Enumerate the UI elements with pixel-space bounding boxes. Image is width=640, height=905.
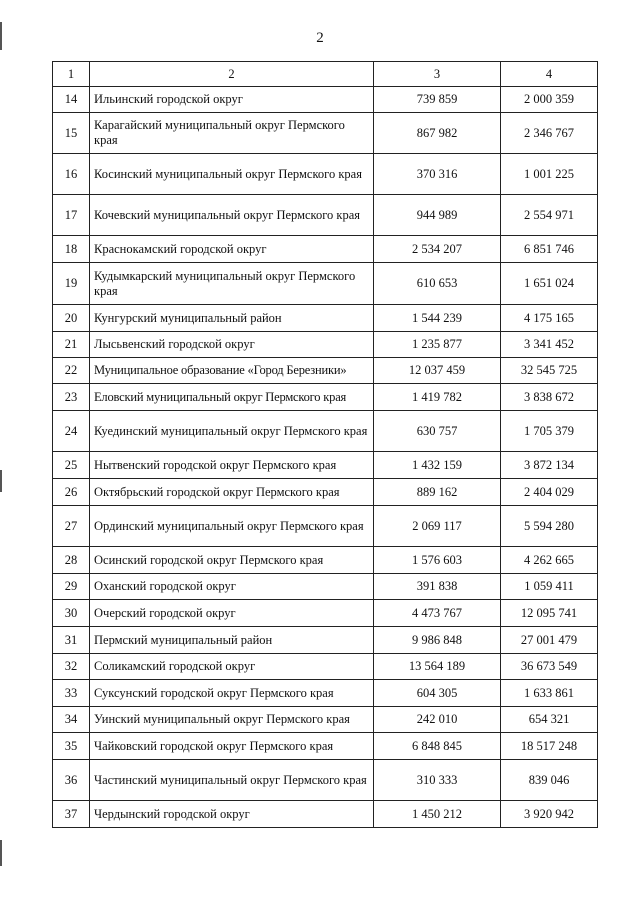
table-row	[53, 600, 598, 627]
row-number: 32	[53, 654, 90, 680]
value-col-4: 2 000 359	[501, 87, 598, 113]
table-row	[53, 305, 598, 332]
row-number: 31	[53, 627, 90, 654]
municipality-name: Еловский муниципальный округ Пермского края	[90, 384, 374, 411]
value-col-4: 1 633 861	[501, 680, 598, 707]
municipality-name: Ильинский городской округ	[90, 87, 374, 113]
table-row	[53, 760, 598, 801]
value-col-4: 654 321	[501, 707, 598, 733]
value-col-3: 4 473 767	[374, 600, 501, 627]
value-col-4: 27 001 479	[501, 627, 598, 654]
table-row	[53, 801, 598, 828]
table-row	[53, 358, 598, 384]
value-col-4: 2 554 971	[501, 195, 598, 236]
table-row	[53, 707, 598, 733]
value-col-3: 604 305	[374, 680, 501, 707]
municipality-name: Октябрьский городской округ Пермского края	[90, 479, 374, 506]
value-col-3: 2 069 117	[374, 506, 501, 547]
header-col-2: 2	[90, 62, 374, 87]
row-number: 30	[53, 600, 90, 627]
value-col-4: 1 651 024	[501, 263, 598, 305]
table-row	[53, 733, 598, 760]
table-row	[53, 87, 598, 113]
municipality-name: Чайковский городской округ Пермского края	[90, 733, 374, 760]
municipality-name: Частинский муниципальный округ Пермского края	[90, 760, 374, 801]
table-row	[53, 574, 598, 600]
value-col-4: 1 059 411	[501, 574, 598, 600]
row-number: 24	[53, 411, 90, 452]
value-col-4: 3 838 672	[501, 384, 598, 411]
value-col-3: 1 576 603	[374, 547, 501, 574]
row-number: 16	[53, 154, 90, 195]
municipality-name: Чердынский городской округ	[90, 801, 374, 828]
value-col-4: 12 095 741	[501, 600, 598, 627]
value-col-3: 1 450 212	[374, 801, 501, 828]
row-number: 19	[53, 263, 90, 305]
table-row	[53, 195, 598, 236]
value-col-3: 889 162	[374, 479, 501, 506]
municipality-name: Ординский муниципальный округ Пермского края	[90, 506, 374, 547]
municipality-name: Косинский муниципальный округ Пермского края	[90, 154, 374, 195]
row-number: 20	[53, 305, 90, 332]
municipality-name: Соликамский городской округ	[90, 654, 374, 680]
municipality-name: Суксунский городской округ Пермского края	[90, 680, 374, 707]
row-number: 15	[53, 113, 90, 154]
table-row	[53, 113, 598, 154]
data-table	[52, 61, 598, 828]
header-col-3: 3	[374, 62, 501, 87]
row-number: 22	[53, 358, 90, 384]
row-number: 18	[53, 236, 90, 263]
value-col-3: 6 848 845	[374, 733, 501, 760]
value-col-4: 3 872 134	[501, 452, 598, 479]
value-col-4: 36 673 549	[501, 654, 598, 680]
table-row	[53, 654, 598, 680]
row-number: 34	[53, 707, 90, 733]
value-col-4: 3 341 452	[501, 332, 598, 358]
row-number: 27	[53, 506, 90, 547]
value-col-3: 610 653	[374, 263, 501, 305]
row-number: 29	[53, 574, 90, 600]
row-number: 28	[53, 547, 90, 574]
municipality-name: Пермский муниципальный район	[90, 627, 374, 654]
page-number: 2	[316, 30, 324, 46]
value-col-3: 9 986 848	[374, 627, 501, 654]
table-row	[53, 452, 598, 479]
municipality-name: Кунгурский муниципальный район	[90, 305, 374, 332]
value-col-4: 1 001 225	[501, 154, 598, 195]
municipality-name: Очерский городской округ	[90, 600, 374, 627]
municipality-name: Уинский муниципальный округ Пермского края	[90, 707, 374, 733]
municipality-name: Кудымкарский муниципальный округ Пермского края	[90, 263, 374, 305]
table-row	[53, 411, 598, 452]
value-col-4: 1 705 379	[501, 411, 598, 452]
value-col-4: 3 920 942	[501, 801, 598, 828]
row-number: 14	[53, 87, 90, 113]
row-number: 35	[53, 733, 90, 760]
row-number: 23	[53, 384, 90, 411]
value-col-3: 739 859	[374, 87, 501, 113]
value-col-3: 867 982	[374, 113, 501, 154]
value-col-3: 1 235 877	[374, 332, 501, 358]
value-col-4: 2 346 767	[501, 113, 598, 154]
value-col-3: 1 544 239	[374, 305, 501, 332]
value-col-4: 4 175 165	[501, 305, 598, 332]
table-row	[53, 236, 598, 263]
municipality-name: Кочевский муниципальный округ Пермского края	[90, 195, 374, 236]
left-margin-mark	[0, 840, 2, 866]
value-col-3: 12 037 459	[374, 358, 501, 384]
table-row	[53, 479, 598, 506]
row-number: 37	[53, 801, 90, 828]
municipality-name: Муниципальное образование «Город Березники»	[90, 358, 374, 384]
row-number: 17	[53, 195, 90, 236]
left-margin-mark	[0, 470, 2, 492]
value-col-3: 13 564 189	[374, 654, 501, 680]
table-row	[53, 154, 598, 195]
row-number: 26	[53, 479, 90, 506]
row-number: 25	[53, 452, 90, 479]
table-row	[53, 506, 598, 547]
table-row	[53, 547, 598, 574]
value-col-3: 370 316	[374, 154, 501, 195]
table-row	[53, 263, 598, 305]
municipality-name: Лысьвенский городской округ	[90, 332, 374, 358]
row-number: 33	[53, 680, 90, 707]
municipality-name: Нытвенский городской округ Пермского края	[90, 452, 374, 479]
table-row	[53, 332, 598, 358]
value-col-3: 944 989	[374, 195, 501, 236]
value-col-4: 2 404 029	[501, 479, 598, 506]
value-col-3: 2 534 207	[374, 236, 501, 263]
value-col-3: 1 419 782	[374, 384, 501, 411]
municipality-name: Осинский городской округ Пермского края	[90, 547, 374, 574]
value-col-4: 18 517 248	[501, 733, 598, 760]
table-row	[53, 384, 598, 411]
municipality-name: Карагайский муниципальный округ Пермского края	[90, 113, 374, 154]
municipality-name: Краснокамский городской округ	[90, 236, 374, 263]
value-col-4: 4 262 665	[501, 547, 598, 574]
value-col-4: 32 545 725	[501, 358, 598, 384]
row-number: 21	[53, 332, 90, 358]
table-row	[53, 627, 598, 654]
value-col-4: 5 594 280	[501, 506, 598, 547]
value-col-3: 242 010	[374, 707, 501, 733]
municipality-name: Куединский муниципальный округ Пермского края	[90, 411, 374, 452]
value-col-3: 310 333	[374, 760, 501, 801]
row-number: 36	[53, 760, 90, 801]
value-col-3: 1 432 159	[374, 452, 501, 479]
value-col-3: 391 838	[374, 574, 501, 600]
value-col-4: 6 851 746	[501, 236, 598, 263]
header-col-1: 1	[53, 62, 90, 87]
value-col-3: 630 757	[374, 411, 501, 452]
table-row	[53, 680, 598, 707]
header-col-4: 4	[501, 62, 598, 87]
municipality-name: Оханский городской округ	[90, 574, 374, 600]
value-col-4: 839 046	[501, 760, 598, 801]
table-header-row	[53, 62, 598, 87]
